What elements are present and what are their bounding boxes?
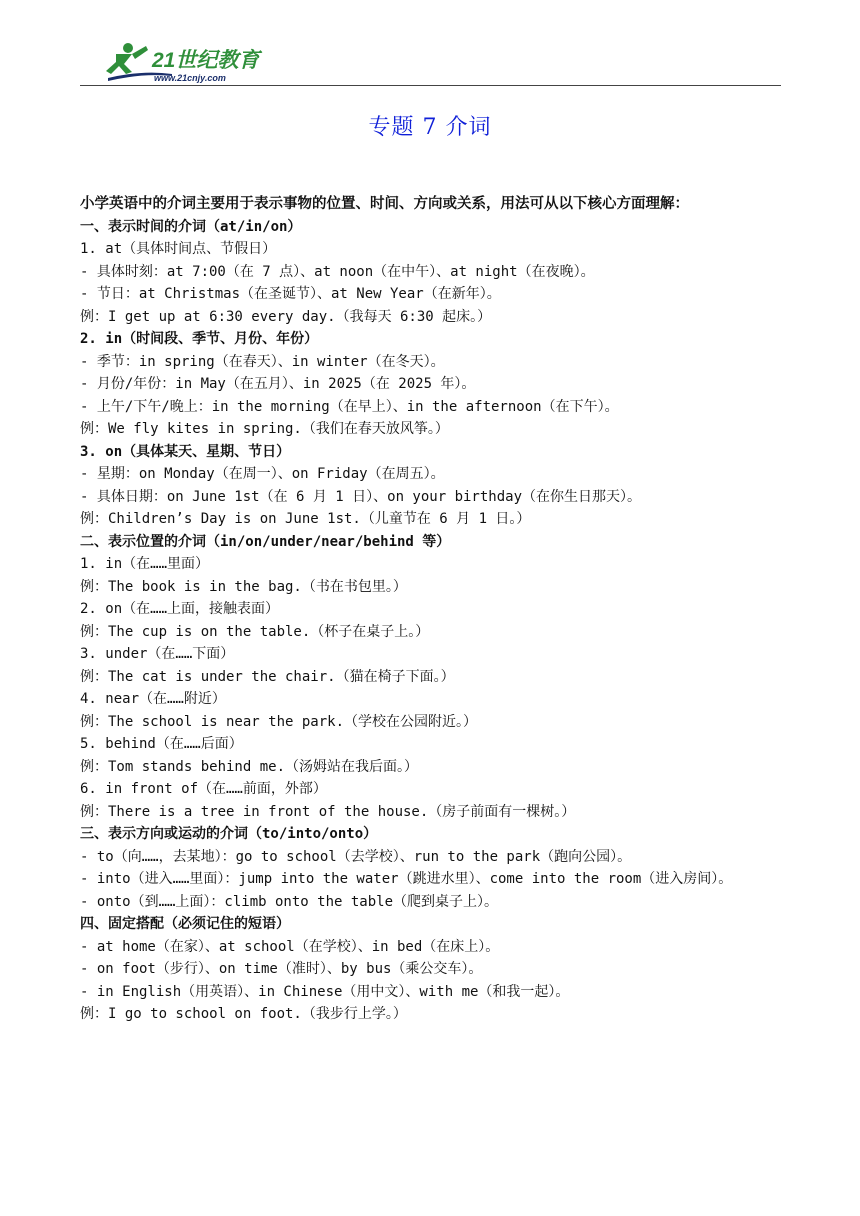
text-line: 例：I get up at 6:30 every day.（我每天 6:30 起床。）	[80, 308, 492, 325]
page-header	[80, 0, 781, 88]
text-line: - 月份/年份：in May（在五月）、in 2025（在 2025 年）。	[80, 376, 476, 392]
text-line: 例：I go to school on foot.（我步行上学。）	[80, 1006, 407, 1022]
section-heading: 3. on（具体某天、星期、节日）	[80, 443, 291, 460]
text-line: - on foot（步行）、on time（准时）、by bus（乘公交车）。	[80, 961, 483, 977]
text-line: - 星期：on Monday（在周一）、on Friday（在周五）。	[80, 466, 445, 482]
section-heading: 一、表示时间的介词（at/in/on）	[80, 218, 302, 235]
text-line: - 上午/下午/晚上：in the morning（在早上）、in the afternoon（在下午）。	[80, 398, 619, 415]
section-heading: 四、固定搭配（必须记住的短语）	[80, 916, 290, 932]
text-line: 6. in front of（在……前面，外部）	[80, 781, 327, 797]
text-line: 1. at（具体时间点、节假日）	[80, 241, 277, 257]
logo	[102, 40, 272, 86]
text-line: - 具体时刻：at 7:00（在 7 点）、at noon（在中午）、at night（在夜晚）。	[80, 263, 595, 280]
text-line: 例：There is a tree in front of the house.（房子前面有一棵树。）	[80, 803, 576, 820]
logo-text: 21世纪教育	[152, 49, 260, 72]
text-line: 5. behind（在……后面）	[80, 736, 243, 752]
text-line: 3. under（在……下面）	[80, 646, 235, 662]
text-line: 例：The cat is under the chair.（猫在椅子下面。）	[80, 668, 455, 685]
section-heading: 三、表示方向或运动的介词（to/into/onto）	[80, 826, 378, 842]
header-divider	[80, 85, 781, 86]
text-line: - in English（用英语）、in Chinese（用中文）、with me（和我一起）。	[80, 983, 570, 1000]
text-line: 4. near（在……附近）	[80, 691, 226, 707]
text-line: - 具体日期：on June 1st（在 6 月 1 日）、on your birthday（在你生日那天）。	[80, 488, 642, 505]
text-line: - onto（到……上面）：climb onto the table（爬到桌子上）。	[80, 893, 499, 910]
text-line: - at home（在家）、at school（在学校）、in bed（在床上）。	[80, 938, 500, 955]
text-line: 例：We fly kites in spring.（我们在春天放风筝。）	[80, 421, 449, 437]
text-line: 例：Children’s Day is on June 1st.（儿童节在 6 月 1 日。）	[80, 511, 531, 527]
text-line: - to（向……，去某地）：go to school（去学校）、run to the park（跑向公园）。	[80, 848, 632, 865]
section-heading: 2. in（时间段、季节、月份、年份）	[80, 331, 319, 347]
text-line: 例：Tom stands behind me.（汤姆站在我后面。）	[80, 758, 419, 775]
document-body	[80, 193, 785, 1026]
text-line: 1. in（在……里面）	[80, 556, 210, 572]
text-line: - into（进入……里面）：jump into the water（跳进水里）、come into the room（进入房间）。	[80, 871, 733, 887]
text-line: 例：The cup is on the table.（杯子在桌子上。）	[80, 623, 430, 640]
text-line: - 季节：in spring（在春天）、in winter（在冬天）。	[80, 353, 445, 370]
text-line: - 节日：at Christmas（在圣诞节）、at New Year（在新年）。	[80, 286, 501, 302]
text-line: 2. on（在……上面，接触表面）	[80, 601, 280, 617]
intro-paragraph: 小学英语中的介词主要用于表示事物的位置、时间、方向或关系，用法可从以下核心方面理解：	[80, 196, 689, 212]
text-line: 例：The book is in the bag.（书在书包里。）	[80, 578, 407, 595]
text-line: 例：The school is near the park.（学校在公园附近。）	[80, 713, 478, 730]
page-title: 专题 7 介词	[368, 115, 492, 140]
section-heading: 二、表示位置的介词（in/on/under/near/behind 等）	[80, 533, 451, 550]
logo-url: www.21cnjy.com	[154, 73, 226, 83]
